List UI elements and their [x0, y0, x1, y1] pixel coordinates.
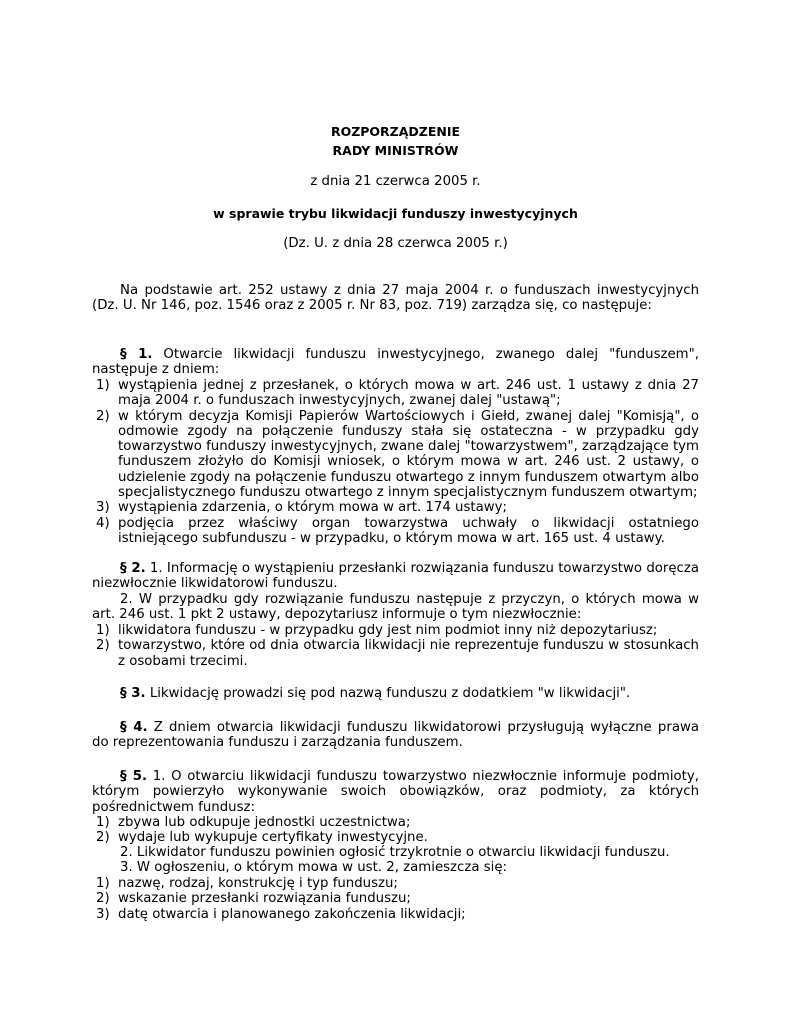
list-item-text: zbywa lub odkupuje jednostki uczestnictwa; — [118, 815, 411, 830]
list-item-number: 1) — [96, 876, 110, 891]
section-1-list — [92, 378, 699, 546]
list-item — [92, 409, 699, 501]
section-4-text: Z dniem otwarcia likwidacji funduszu likwidatorowi przysługują wyłączne prawa do reprezentowania funduszu i zarządzania funduszem. — [92, 720, 699, 751]
list-item — [92, 623, 699, 638]
section-1-label: § 1. — [120, 347, 153, 362]
list-item-text: wskazanie przesłanki rozwiązania funduszu; — [118, 891, 411, 907]
section-2-list — [92, 623, 699, 669]
list-item-number: 3) — [96, 906, 110, 922]
section-2-label: § 2. — [120, 561, 146, 576]
section-2-paragraph-2: 2. W przypadku gdy rozwiązanie funduszu następuje z przyczyn, o których mowa w art. 246 ust. 1 pkt 2 ustawy, depozytariusz informuje o tym niezwłocznie: — [92, 592, 699, 623]
section-5-paragraph-1 — [92, 769, 699, 815]
section-5-paragraph-1-text: 1. O otwarciu likwidacji funduszu towarzystwo niezwłocznie informuje podmioty, którym powierzyło wykonywanie swoich obowiązków, oraz podmioty, za których pośrednictwem fundusz: — [92, 769, 699, 815]
preamble: Na podstawie art. 252 ustawy z dnia 27 maja 2004 r. o funduszach inwestycyjnych (Dz. U. Nr 146, poz. 1546 oraz z 2005 r. Nr 83, poz. 719) zarządza się, co następuje: — [92, 283, 699, 314]
list-item — [92, 815, 699, 830]
list-item-text: wystąpienia jednej z przesłanek, o których mowa w art. 246 ust. 1 ustawy z dnia 27 maja 2004 r. o funduszach inwestycyjnych, zwanej dalej "ustawą"; — [118, 378, 699, 409]
list-item-number: 2) — [96, 830, 110, 846]
section-1-intro — [92, 347, 699, 378]
list-item — [92, 830, 699, 845]
list-item-text: likwidatora funduszu - w przypadku gdy jest nim podmiot inny niż depozytariusz; — [118, 623, 658, 638]
section-5-paragraph-3: 3. W ogłoszeniu, o którym mowa w ust. 2, zamieszcza się: — [120, 860, 507, 875]
section-5-paragraph-2: 2. Likwidator funduszu powinien ogłosić trzykrotnie o otwarciu likwidacji funduszu. — [120, 845, 670, 860]
list-item-number: 1) — [96, 378, 110, 393]
list-item-text: podjęcia przez właściwy organ towarzystwa uchwały o likwidacji ostatniego istniejącego subfunduszu - w przypadku, o którym mowa w art. 165 ust. 4 ustawy. — [118, 515, 699, 546]
list-item — [92, 378, 699, 409]
list-item — [92, 516, 699, 547]
list-item-text: wystąpienia zdarzenia, o którym mowa w art. 174 ustawy; — [118, 500, 507, 516]
list-item-number: 2) — [96, 891, 110, 907]
list-item-text: w którym decyzja Komisji Papierów Wartościowych i Giełd, zwanej dalej "Komisją", o odmowie zgody na połączenie funduszy stała się ostateczna - w przypadku gdy towarzystwo funduszy inwestycyjnych, zwane dalej "towarzystwem", zarządzające tym funduszem złożyło do Komisji wniosek, o którym mowa w art. 246 ust. 2 ustawy, o udzielenie zgody na połączenie funduszu otwartego z innym funduszem otwartym albo specjalistycznego funduszu otwartego z innym specjalistycznym funduszem otwartym; — [118, 408, 699, 501]
section-2-paragraph-1 — [92, 561, 699, 592]
section-1-intro-text: Otwarcie likwidacji funduszu inwestycyjnego, zwanego dalej "funduszem", następuje z dniem: — [92, 347, 699, 378]
section-4-label: § 4. — [120, 720, 148, 735]
document-title-line2: RADY MINISTRÓW — [332, 143, 459, 158]
publication-reference: (Dz. U. z dnia 28 czerwca 2005 r.) — [283, 236, 508, 251]
list-item — [92, 500, 699, 515]
section-5-list-2 — [92, 876, 699, 922]
list-item-number: 1) — [96, 623, 110, 638]
section-3-text: Likwidację prowadzi się pod nazwą funduszu z dodatkiem "w likwidacji". — [145, 686, 631, 701]
document-title-line1: ROZPORZĄDZENIE — [330, 124, 461, 139]
list-item-text: towarzystwo, które od dnia otwarcia likwidacji nie reprezentuje funduszu w stosunkach z osobami trzecimi. — [118, 638, 699, 669]
section-5-label: § 5. — [120, 769, 148, 784]
list-item — [92, 638, 699, 669]
list-item-text: datę otwarcia i planowanego zakończenia likwidacji; — [118, 906, 466, 922]
list-item-number: 1) — [96, 815, 110, 830]
list-item-number: 4) — [96, 515, 110, 531]
list-item-number: 2) — [96, 638, 110, 654]
list-item-number: 2) — [96, 408, 110, 424]
section-3-label: § 3. — [120, 686, 146, 701]
document-subject: w sprawie trybu likwidacji funduszy inwestycyjnych — [213, 206, 578, 221]
list-item-text: wydaje lub wykupuje certyfikaty inwestycyjne. — [118, 830, 428, 846]
list-item — [92, 891, 699, 906]
list-item — [92, 907, 699, 922]
list-item-text: nazwę, rodzaj, konstrukcję i typ funduszu; — [118, 876, 398, 891]
section-4 — [92, 720, 699, 751]
section-5-list-1 — [92, 815, 699, 846]
document-date: z dnia 21 czerwca 2005 r. — [310, 174, 481, 189]
section-3 — [92, 686, 699, 701]
section-2-paragraph-1-text: 1. Informację o wystąpieniu przesłanki rozwiązania funduszu towarzystwo doręcza niezwłocznie likwidatorowi funduszu. — [92, 561, 699, 592]
list-item — [92, 876, 699, 891]
list-item-number: 3) — [96, 500, 110, 516]
